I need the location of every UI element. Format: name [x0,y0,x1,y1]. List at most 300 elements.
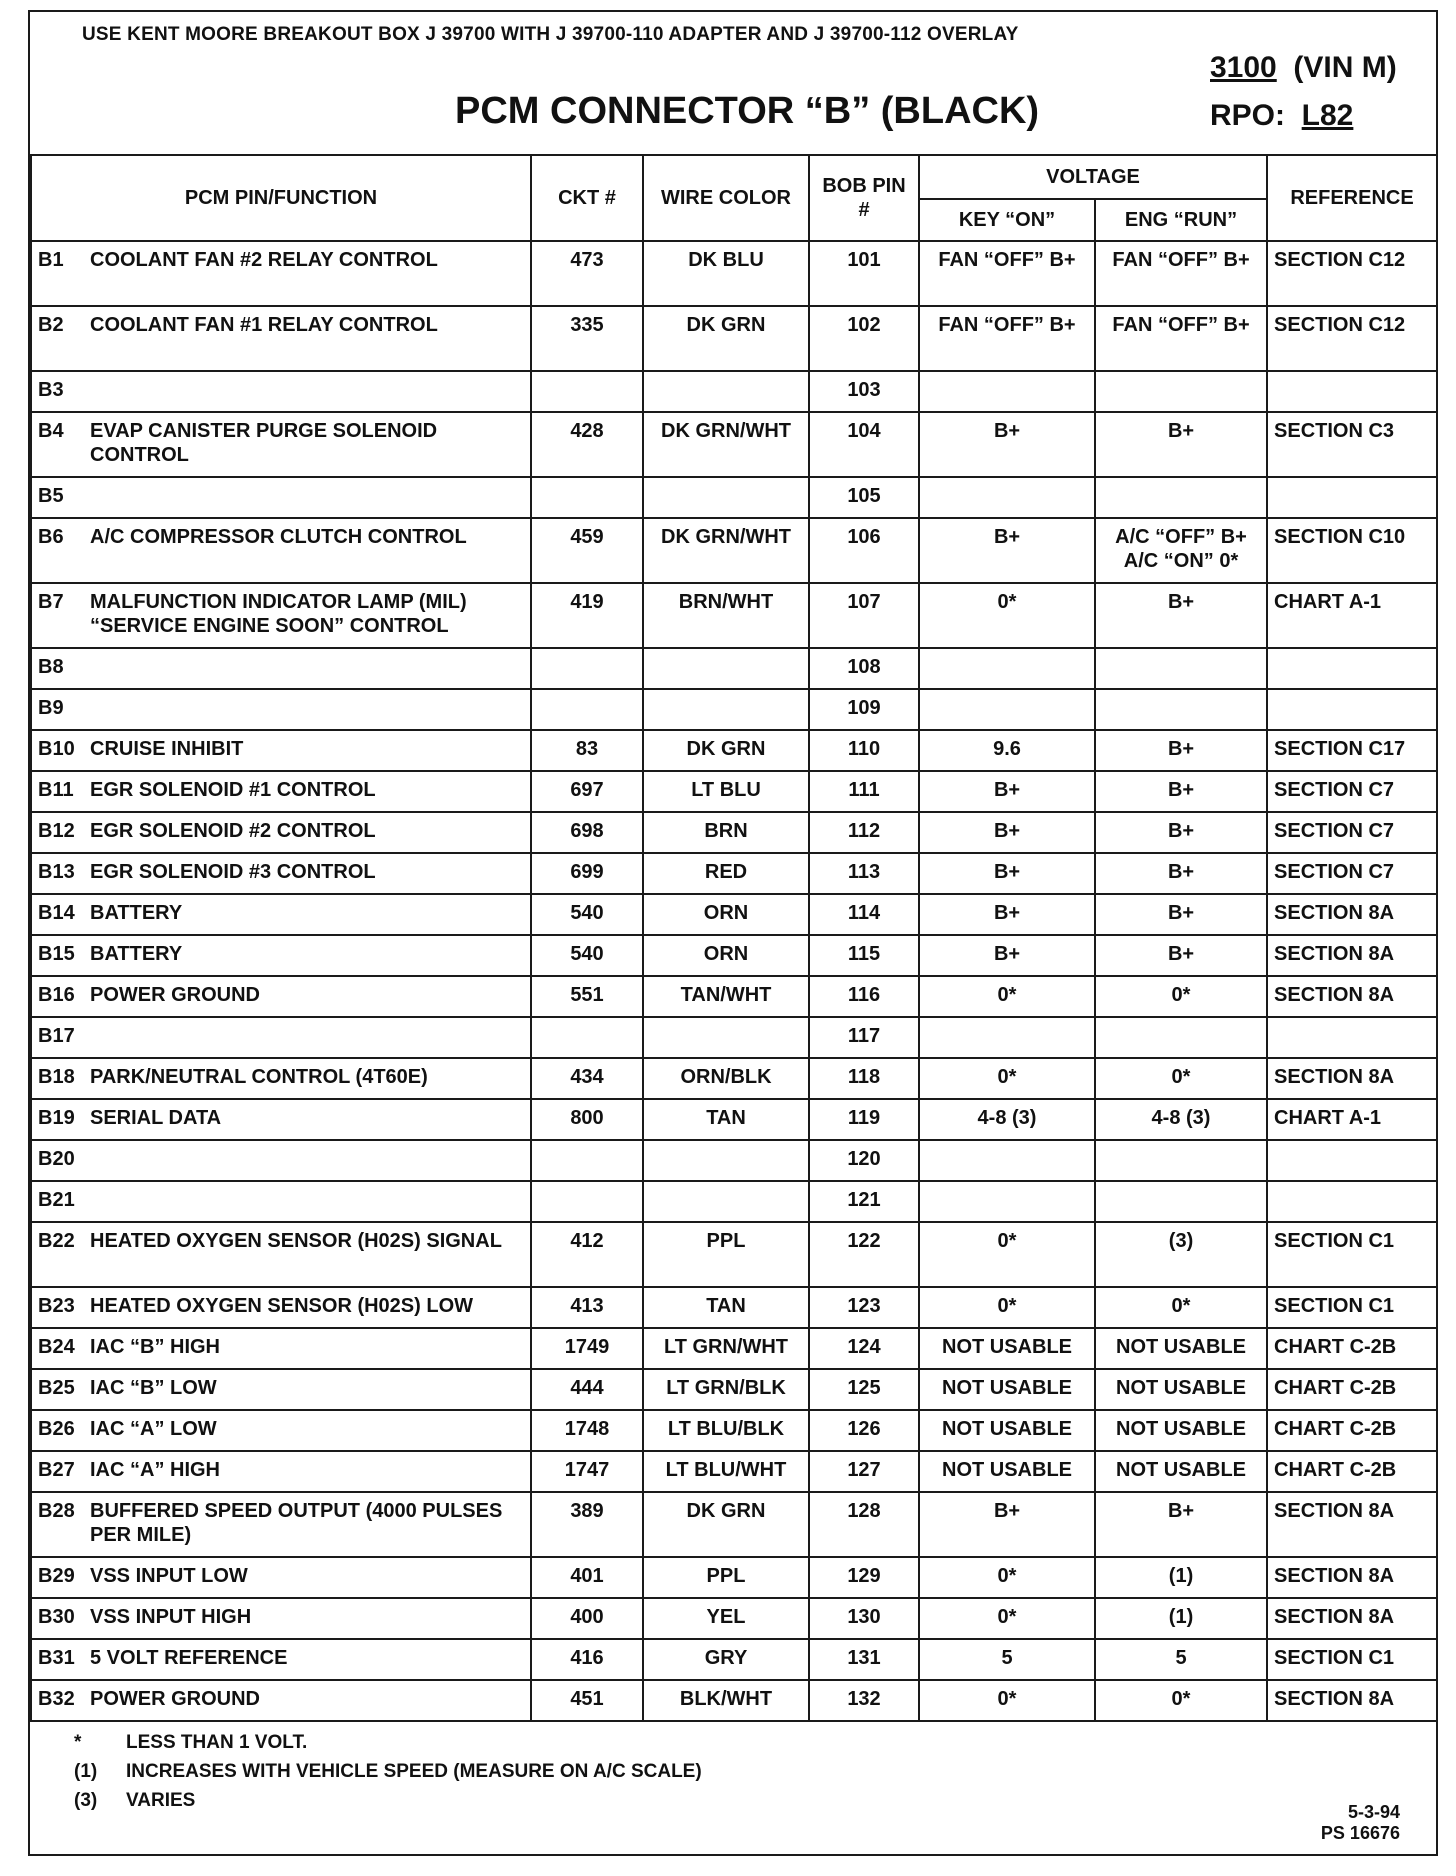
circuit-number: 551 [531,976,643,1017]
reference: SECTION C1 [1267,1222,1437,1287]
voltage-eng-run: A/C “OFF” B+ A/C “ON” 0* [1095,518,1267,583]
pin-id: B25 [38,1377,75,1399]
footnote [74,1786,702,1815]
pin-function-cell [31,1639,531,1680]
footnote-text: INCREASES WITH VEHICLE SPEED (MEASURE ON A/C SCALE) [126,1761,702,1782]
pin-function: BATTERY [90,943,183,965]
voltage-key-on: NOT USABLE [919,1410,1095,1451]
pin-table [30,154,1438,1722]
pin-function-cell [31,1369,531,1410]
voltage-eng-run: 4-8 (3) [1095,1099,1267,1140]
table-row [31,1680,1437,1721]
engine-code: 3100 [1210,51,1277,84]
pin-id: B18 [38,1066,75,1088]
wire-color [643,689,809,730]
pin-function: A/C COMPRESSOR CLUTCH CONTROL [90,526,467,548]
pin-function: EVAP CANISTER PURGE SOLENOID CONTROL [90,420,438,466]
circuit-number [531,477,643,518]
voltage-eng-run: 0* [1095,976,1267,1017]
footnote-text: LESS THAN 1 VOLT. [126,1732,308,1753]
reference: SECTION C1 [1267,1287,1437,1328]
reference: SECTION 8A [1267,1557,1437,1598]
pin-function-cell [31,371,531,412]
pin-function-cell [31,648,531,689]
pin-id: B8 [38,656,64,678]
pin-function: IAC “A” LOW [90,1418,217,1440]
pin-id: B20 [38,1148,75,1170]
reference: SECTION C3 [1267,412,1437,477]
pin-function-cell [31,1058,531,1099]
bob-pin: 110 [809,730,919,771]
table-row [31,730,1437,771]
wire-color [643,1140,809,1181]
table-row [31,1181,1437,1222]
wire-color: YEL [643,1598,809,1639]
pin-function: BUFFERED SPEED OUTPUT (4000 PULSES PER MILE) [90,1500,503,1546]
header-bob-pin: BOB PIN # [809,155,919,241]
pin-function: HEATED OXYGEN SENSOR (H02S) LOW [90,1295,474,1317]
reference: CHART C-2B [1267,1410,1437,1451]
pin-id: B15 [38,943,75,965]
pin-id: B2 [38,314,64,336]
reference: SECTION C7 [1267,771,1437,812]
wire-color [643,477,809,518]
wire-color: BRN [643,812,809,853]
voltage-eng-run: NOT USABLE [1095,1410,1267,1451]
footnote [74,1757,702,1786]
voltage-eng-run: 5 [1095,1639,1267,1680]
voltage-key-on: 0* [919,1557,1095,1598]
pin-function: EGR SOLENOID #3 CONTROL [90,861,376,883]
circuit-number: 540 [531,894,643,935]
voltage-key-on: 0* [919,976,1095,1017]
wire-color: PPL [643,1557,809,1598]
wire-color: BRN/WHT [643,583,809,648]
bob-pin: 108 [809,648,919,689]
circuit-number [531,1140,643,1181]
pin-id: B32 [38,1688,75,1710]
voltage-key-on: 9.6 [919,730,1095,771]
voltage-eng-run: B+ [1095,583,1267,648]
circuit-number [531,371,643,412]
wire-color: DK GRN/WHT [643,518,809,583]
reference: SECTION C7 [1267,853,1437,894]
pin-function: COOLANT FAN #1 RELAY CONTROL [90,314,438,336]
pin-id: B22 [38,1230,75,1252]
reference: SECTION 8A [1267,894,1437,935]
voltage-key-on: NOT USABLE [919,1328,1095,1369]
reference [1267,477,1437,518]
voltage-key-on: 0* [919,583,1095,648]
footnote-text: VARIES [126,1790,196,1811]
pin-function: POWER GROUND [90,1688,260,1710]
table-row [31,1639,1437,1680]
voltage-eng-run: NOT USABLE [1095,1369,1267,1410]
table-row [31,1598,1437,1639]
voltage-eng-run: 0* [1095,1680,1267,1721]
reference [1267,1140,1437,1181]
bob-pin: 127 [809,1451,919,1492]
pin-id: B28 [38,1500,75,1522]
bob-pin: 122 [809,1222,919,1287]
bob-pin: 123 [809,1287,919,1328]
circuit-number [531,1181,643,1222]
pin-id: B4 [38,420,64,442]
wire-color: TAN [643,1099,809,1140]
voltage-key-on [919,1140,1095,1181]
reference: SECTION 8A [1267,935,1437,976]
pin-id: B1 [38,249,64,271]
voltage-eng-run: NOT USABLE [1095,1328,1267,1369]
table-row [31,771,1437,812]
bob-pin: 131 [809,1639,919,1680]
circuit-number: 540 [531,935,643,976]
pin-id: B21 [38,1189,75,1211]
wire-color: DK BLU [643,241,809,306]
table-row [31,1099,1437,1140]
bob-pin: 130 [809,1598,919,1639]
voltage-key-on: NOT USABLE [919,1369,1095,1410]
voltage-eng-run: (3) [1095,1222,1267,1287]
reference: SECTION 8A [1267,976,1437,1017]
circuit-number: 416 [531,1639,643,1680]
voltage-key-on [919,689,1095,730]
wire-color: GRY [643,1639,809,1680]
table-row [31,976,1437,1017]
pin-function-cell [31,477,531,518]
wire-color: DK GRN/WHT [643,412,809,477]
voltage-eng-run: B+ [1095,771,1267,812]
circuit-number: 412 [531,1222,643,1287]
circuit-number: 83 [531,730,643,771]
bob-pin: 126 [809,1410,919,1451]
wire-color: RED [643,853,809,894]
pin-id: B3 [38,379,64,401]
pin-function-cell [31,241,531,306]
voltage-key-on: B+ [919,518,1095,583]
pin-function-cell [31,1287,531,1328]
pin-function: VSS INPUT HIGH [90,1606,252,1628]
pin-function-cell [31,894,531,935]
header-eng-run: ENG “RUN” [1095,199,1267,241]
pin-function: 5 VOLT REFERENCE [90,1647,288,1669]
circuit-number: 400 [531,1598,643,1639]
header-wire-color: WIRE COLOR [643,155,809,241]
header-key-on: KEY “ON” [919,199,1095,241]
table-row [31,1140,1437,1181]
table-row [31,583,1437,648]
voltage-key-on [919,371,1095,412]
table-row [31,1410,1437,1451]
voltage-eng-run [1095,1181,1267,1222]
bob-pin: 107 [809,583,919,648]
voltage-eng-run [1095,477,1267,518]
bob-pin: 125 [809,1369,919,1410]
voltage-key-on: FAN “OFF” B+ [919,241,1095,306]
voltage-key-on: 0* [919,1287,1095,1328]
footnotes [74,1728,702,1815]
wire-color: ORN [643,935,809,976]
circuit-number [531,648,643,689]
voltage-eng-run: B+ [1095,812,1267,853]
pin-function-cell [31,1598,531,1639]
pin-function-cell [31,935,531,976]
wire-color [643,648,809,689]
pin-function: HEATED OXYGEN SENSOR (H02S) SIGNAL [90,1230,502,1252]
wire-color: ORN/BLK [643,1058,809,1099]
pin-function-cell [31,1222,531,1287]
reference: SECTION C7 [1267,812,1437,853]
engine-info [1210,44,1397,140]
voltage-eng-run: FAN “OFF” B+ [1095,306,1267,371]
pin-id: B23 [38,1295,75,1317]
voltage-key-on: 0* [919,1222,1095,1287]
circuit-number: 335 [531,306,643,371]
pin-function: SERIAL DATA [90,1107,222,1129]
voltage-key-on [919,1181,1095,1222]
rpo-label: RPO: [1210,99,1285,132]
pin-id: B31 [38,1647,75,1669]
bob-pin: 102 [809,306,919,371]
reference: SECTION 8A [1267,1492,1437,1557]
wire-color: LT BLU [643,771,809,812]
pin-id: B6 [38,526,64,548]
voltage-key-on: 4-8 (3) [919,1099,1095,1140]
document-date: 5-3-94 [1347,1802,1400,1822]
bob-pin: 101 [809,241,919,306]
reference [1267,371,1437,412]
table-row [31,1328,1437,1369]
voltage-eng-run [1095,371,1267,412]
voltage-eng-run: B+ [1095,935,1267,976]
pin-id: B5 [38,485,64,507]
reference: SECTION 8A [1267,1598,1437,1639]
pin-function-cell [31,1017,531,1058]
voltage-eng-run: B+ [1095,730,1267,771]
header-voltage: VOLTAGE [919,155,1267,199]
reference: SECTION C10 [1267,518,1437,583]
wire-color: LT BLU/WHT [643,1451,809,1492]
voltage-key-on: 0* [919,1058,1095,1099]
voltage-key-on: 0* [919,1680,1095,1721]
voltage-key-on: FAN “OFF” B+ [919,306,1095,371]
voltage-key-on [919,477,1095,518]
connector-title: PCM CONNECTOR “B” (BLACK) [455,90,1040,132]
table-row [31,1492,1437,1557]
bob-pin: 105 [809,477,919,518]
pin-function: IAC “A” HIGH [90,1459,220,1481]
circuit-number: 401 [531,1557,643,1598]
voltage-key-on: B+ [919,935,1095,976]
vin-code: (VIN M) [1293,51,1397,84]
circuit-number: 419 [531,583,643,648]
pin-id: B19 [38,1107,75,1129]
table-row [31,1451,1437,1492]
voltage-eng-run: NOT USABLE [1095,1451,1267,1492]
pin-function: MALFUNCTION INDICATOR LAMP (MIL) “SERVICE ENGINE SOON” CONTROL [90,591,467,637]
pin-function-cell [31,1492,531,1557]
bob-pin: 132 [809,1680,919,1721]
table-row [31,648,1437,689]
reference: SECTION C17 [1267,730,1437,771]
bob-pin: 120 [809,1140,919,1181]
bob-pin: 117 [809,1017,919,1058]
voltage-eng-run [1095,648,1267,689]
pin-function-cell [31,730,531,771]
pin-id: B24 [38,1336,75,1358]
voltage-key-on: B+ [919,812,1095,853]
pin-function-cell [31,412,531,477]
pin-function-cell [31,1099,531,1140]
document-id [1321,1802,1400,1844]
bob-pin: 118 [809,1058,919,1099]
table-row [31,306,1437,371]
pin-function-cell [31,976,531,1017]
wire-color: TAN/WHT [643,976,809,1017]
bob-pin: 115 [809,935,919,976]
header-reference: REFERENCE [1267,155,1437,241]
bob-pin: 113 [809,853,919,894]
header-ckt: CKT # [531,155,643,241]
circuit-number: 444 [531,1369,643,1410]
pin-function: CRUISE INHIBIT [90,738,244,760]
table-row [31,1369,1437,1410]
voltage-eng-run: B+ [1095,1492,1267,1557]
pin-function: EGR SOLENOID #2 CONTROL [90,820,376,842]
wire-color: LT GRN/WHT [643,1328,809,1369]
table-row [31,241,1437,306]
pin-function-cell [31,1410,531,1451]
table-row [31,853,1437,894]
voltage-eng-run: FAN “OFF” B+ [1095,241,1267,306]
table-row [31,1287,1437,1328]
voltage-eng-run: 0* [1095,1058,1267,1099]
wire-color [643,371,809,412]
circuit-number: 697 [531,771,643,812]
wire-color: TAN [643,1287,809,1328]
bob-pin: 103 [809,371,919,412]
voltage-eng-run: B+ [1095,412,1267,477]
pin-function: BATTERY [90,902,183,924]
voltage-key-on: B+ [919,412,1095,477]
connector-sheet [28,10,1438,1856]
wire-color: DK GRN [643,1492,809,1557]
voltage-key-on: NOT USABLE [919,1451,1095,1492]
voltage-key-on: 0* [919,1598,1095,1639]
rpo-value: L82 [1301,99,1354,132]
voltage-key-on: 5 [919,1639,1095,1680]
reference: CHART C-2B [1267,1369,1437,1410]
pin-function-cell [31,306,531,371]
pin-id: B13 [38,861,75,883]
wire-color [643,1017,809,1058]
pin-id: B10 [38,738,75,760]
footnote-mark: (1) [74,1761,98,1782]
pin-function-cell [31,518,531,583]
wire-color: ORN [643,894,809,935]
circuit-number: 1747 [531,1451,643,1492]
reference [1267,1181,1437,1222]
wire-color [643,1181,809,1222]
pin-function-cell [31,583,531,648]
reference: SECTION C12 [1267,241,1437,306]
pin-function-cell [31,1557,531,1598]
table-row [31,935,1437,976]
pin-id: B9 [38,697,64,719]
sheet-header [30,12,1436,154]
reference: SECTION C1 [1267,1639,1437,1680]
pin-function-cell [31,1181,531,1222]
voltage-eng-run: B+ [1095,853,1267,894]
pin-function-cell [31,1680,531,1721]
pin-id: B7 [38,591,64,613]
table-row [31,894,1437,935]
footnote [74,1728,702,1757]
pin-id: B16 [38,984,75,1006]
bob-pin: 124 [809,1328,919,1369]
voltage-key-on: B+ [919,771,1095,812]
reference [1267,689,1437,730]
wire-color: BLK/WHT [643,1680,809,1721]
circuit-number: 699 [531,853,643,894]
pin-function-cell [31,1140,531,1181]
bob-pin: 119 [809,1099,919,1140]
circuit-number: 459 [531,518,643,583]
bob-pin: 114 [809,894,919,935]
pin-function-cell [31,812,531,853]
circuit-number: 698 [531,812,643,853]
reference: CHART A-1 [1267,1099,1437,1140]
pin-function: COOLANT FAN #2 RELAY CONTROL [90,249,438,271]
tool-instruction: USE KENT MOORE BREAKOUT BOX J 39700 WITH J 39700-110 ADAPTER AND J 39700-112 OVERLAY [82,24,1019,45]
pin-function-cell [31,853,531,894]
voltage-key-on [919,1017,1095,1058]
pin-id: B29 [38,1565,75,1587]
bob-pin: 121 [809,1181,919,1222]
wire-color: LT GRN/BLK [643,1369,809,1410]
circuit-number: 434 [531,1058,643,1099]
pin-function: POWER GROUND [90,984,260,1006]
table-row [31,371,1437,412]
reference: SECTION 8A [1267,1680,1437,1721]
table-row [31,1557,1437,1598]
table-row [31,412,1437,477]
pin-id: B12 [38,820,75,842]
wire-color: PPL [643,1222,809,1287]
circuit-number: 413 [531,1287,643,1328]
table-row [31,518,1437,583]
footnote-mark: * [74,1732,82,1753]
reference: SECTION 8A [1267,1058,1437,1099]
voltage-key-on: B+ [919,1492,1095,1557]
bob-pin: 109 [809,689,919,730]
wire-color: DK GRN [643,306,809,371]
circuit-number: 1749 [531,1328,643,1369]
voltage-eng-run [1095,1140,1267,1181]
pin-function-cell [31,1328,531,1369]
table-row [31,1222,1437,1287]
reference: CHART C-2B [1267,1451,1437,1492]
circuit-number: 428 [531,412,643,477]
table-row [31,812,1437,853]
pin-rows [31,241,1437,1721]
voltage-eng-run: 0* [1095,1287,1267,1328]
bob-pin: 106 [809,518,919,583]
circuit-number: 1748 [531,1410,643,1451]
pin-function-cell [31,771,531,812]
pin-id: B11 [38,779,74,801]
footnote-mark: (3) [74,1790,98,1811]
